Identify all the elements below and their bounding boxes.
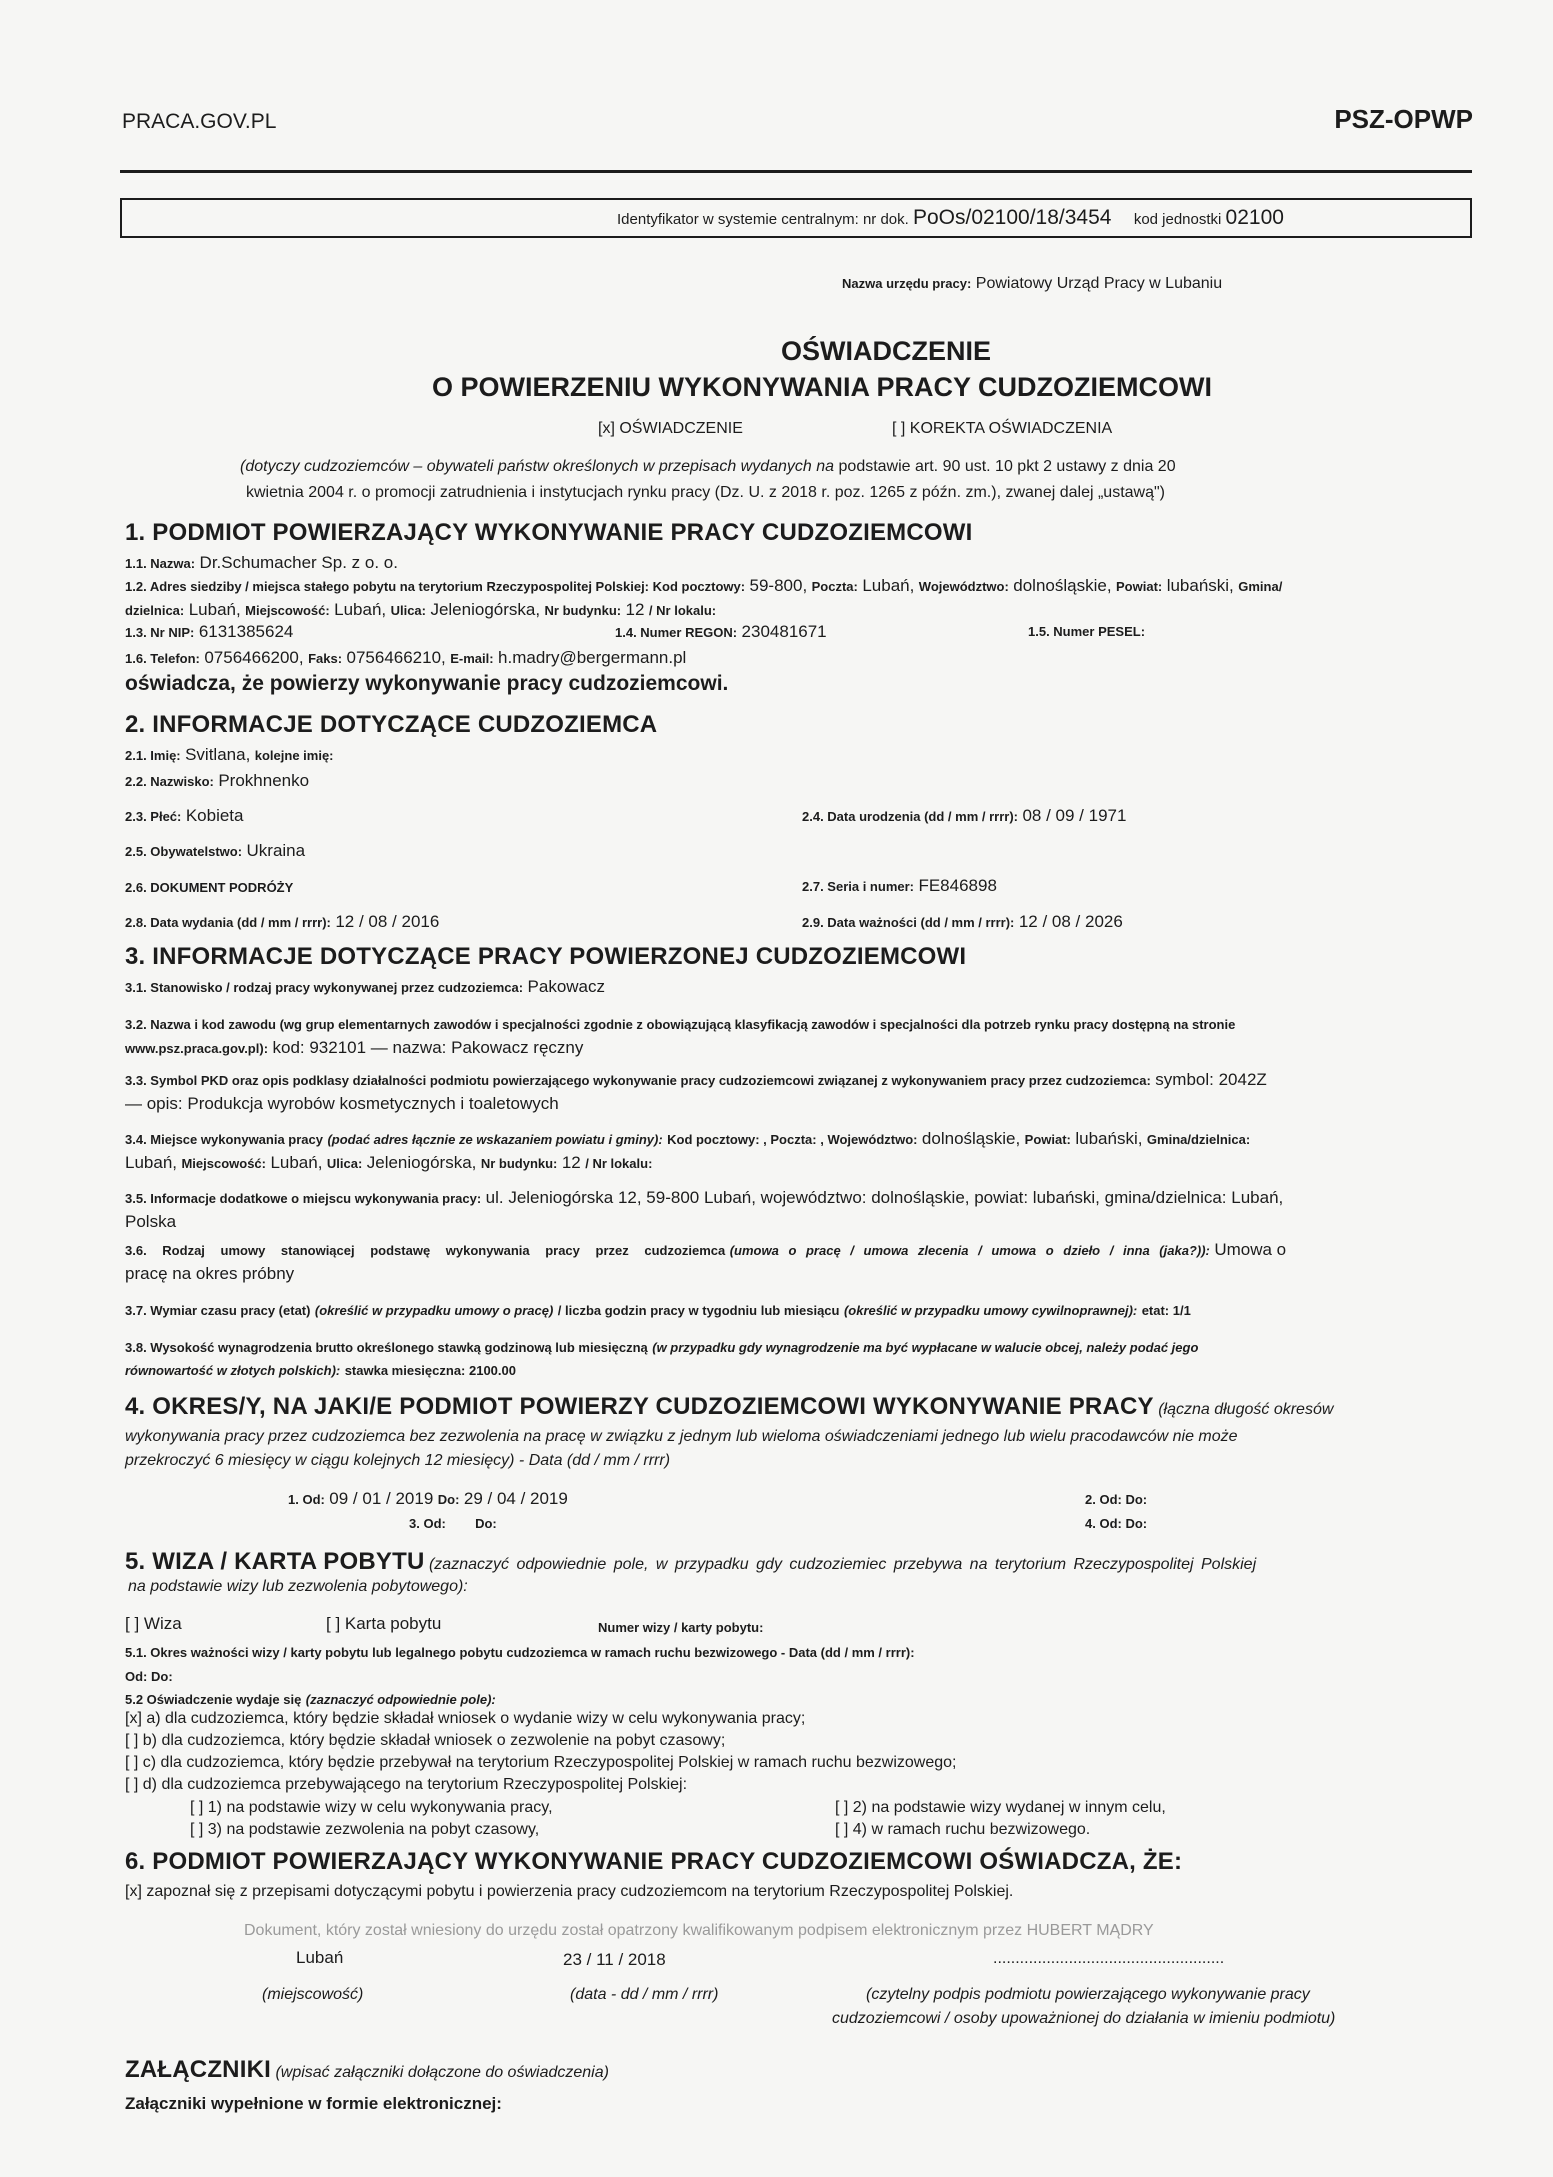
label: 2. Od: — [1085, 1492, 1122, 1507]
label: równowartość w złotych polskich): — [125, 1363, 341, 1378]
s2-expiry-date — [802, 912, 1123, 932]
label: Nr budynku: — [544, 603, 622, 618]
s5-option-d4: [ ] 4) w ramach ruchu bezwizowego. — [835, 1821, 1091, 1838]
label: Miejscowość: — [181, 1156, 266, 1171]
s5-option-b: [ ] b) dla cudzoziemca, który będzie składał wniosek o zezwolenie na pobyt czasowy; — [125, 1732, 726, 1749]
s3-extra-info — [125, 1188, 1283, 1208]
value: dolnośląskie, — [1013, 576, 1112, 595]
value: Lubań, — [334, 600, 387, 619]
form-code: PSZ-OPWP — [1334, 104, 1473, 134]
value: stawka miesięczna: 2100.00 — [344, 1363, 516, 1378]
label: 3.6. Rodzaj umowy stanowiącej podstawę wykonywania pracy przez cudzoziemca — [125, 1243, 726, 1258]
title-note-line2: kwietnia 2004 r. o promocji zatrudnienia i instytucjach rynku pracy (Dz. U. z 2018 r. poz. 1265 z późn. zm.), zwanej dalej „ustawą") — [246, 484, 1165, 501]
signature-dots: .................................................... — [993, 1950, 1225, 1967]
s3-pkd — [125, 1070, 1267, 1090]
label: Gmina/dzielnica: — [1146, 1132, 1251, 1147]
s3-code-label: 3.2. Nazwa i kod zawodu (wg grup elementarnych zawodów i specjalności zgodnie z obowiązującą klasyfikacją zawodów i specjalności dla potrzeb rynku pracy dostępną na stronie — [125, 1017, 1236, 1032]
s2-document-label: 2.6. DOKUMENT PODRÓŻY — [125, 880, 294, 895]
attachments-heading: ZAŁĄCZNIKI — [125, 2056, 271, 2083]
s5-option-d: [ ] d) dla cudzoziemca przebywającego na terytorium Rzeczypospolitej Polskiej: — [125, 1776, 688, 1793]
s3-salary-label — [125, 1339, 1198, 1357]
site-name: PRACA.GOV.PL — [122, 110, 277, 133]
section1-heading: 1. PODMIOT POWIERZAJĄCY WYKONYWANIE PRACY CUDZOZIEMCOWI — [125, 519, 973, 546]
label: Do: — [475, 1516, 497, 1531]
label: Powiat: — [1116, 579, 1163, 594]
s1-name-row — [125, 553, 398, 573]
value: Lubań, — [270, 1153, 323, 1172]
value: etat: 1/1 — [1141, 1303, 1191, 1318]
s4-period-2 — [1085, 1492, 1147, 1507]
value: lubański, — [1075, 1129, 1143, 1148]
value: Lubań, — [862, 576, 915, 595]
s5-note-2: na podstawie wizy lub zezwolenia pobytowego): — [128, 1578, 468, 1595]
value: Lubań, — [125, 1153, 177, 1172]
section4-heading-row — [125, 1393, 1333, 1421]
value: lubański, — [1166, 576, 1234, 595]
section5-heading: 5. WIZA / KARTA POBYTU — [125, 1548, 425, 1575]
s2-issue-date — [125, 912, 439, 932]
label: 1.6. Telefon: — [125, 651, 200, 666]
label: / Nr lokalu: — [648, 603, 717, 618]
value: 0756466210, — [346, 648, 446, 667]
s5-option-d3: [ ] 3) na podstawie zezwolenia na pobyt czasowy, — [190, 1821, 540, 1838]
s3-hours — [125, 1302, 1191, 1320]
office-label: Nazwa urzędu pracy: — [842, 276, 972, 291]
title-line2: O POWIERZENIU WYKONYWANIA PRACY CUDZOZIEMCOWI — [432, 372, 1212, 402]
label: Faks: — [308, 651, 343, 666]
label: (podać adres łącznie ze wskazaniem powiatu i gminy): — [327, 1132, 663, 1147]
s3-contract — [125, 1240, 1286, 1260]
label: 3.3. Symbol PKD oraz opis podklasy działalności podmiotu powierzającego wykonywanie pracy cudzoziemcowi związanej z wykonywaniem pracy przez cudzoziemca: — [125, 1073, 1151, 1088]
office-name: Powiatowy Urząd Pracy w Lubaniu — [975, 275, 1223, 292]
value: 0756466200, — [204, 648, 304, 667]
label: 2.4. Data urodzenia (dd / mm / rrrr): — [802, 809, 1018, 824]
label: 1.4. Numer REGON: — [615, 625, 738, 640]
value: Ukraina — [246, 841, 306, 860]
label: 3.7. Wymiar czasu pracy (etat) — [125, 1303, 311, 1318]
label: 1.1. Nazwa: — [125, 556, 196, 571]
s1-regon — [615, 622, 827, 642]
label: Do: — [437, 1492, 460, 1507]
value: ul. Jeleniogórska 12, 59-800 Lubań, województwo: dolnośląskie, powiat: lubański, gmina/dzielnica: Lubań, — [485, 1188, 1284, 1207]
date-caption: (data - dd / mm / rrrr) — [570, 1986, 719, 2003]
s1-nip — [125, 622, 293, 642]
s1-declares: oświadcza, że powierzy wykonywanie pracy cudzoziemcowi. — [125, 672, 729, 695]
section4-heading: 4. OKRES/Y, NA JAKI/E PODMIOT POWIERZY CUDZOZIEMCOWI WYKONYWANIE PRACY — [125, 1393, 1154, 1420]
s5-option-c: [ ] c) dla cudzoziemca, który będzie przebywał na terytorium Rzeczypospolitej Polskiej w ramach ruchu bezwizowego; — [125, 1754, 957, 1771]
s5-option-d2: [ ] 2) na podstawie wizy wydanej w innym celu, — [835, 1799, 1166, 1816]
attachments-heading-row — [125, 2056, 609, 2084]
label: 2.9. Data ważności (dd / mm / rrrr): — [802, 915, 1015, 930]
label: Ulica: — [390, 603, 426, 618]
s1-address-row2 — [125, 600, 716, 620]
value: Svitlana, — [185, 745, 251, 764]
s3-position — [125, 977, 605, 997]
header-rule — [120, 170, 1472, 173]
label: / Nr lokalu: — [585, 1156, 653, 1171]
s4-period-3 — [409, 1516, 497, 1531]
label: 5.2 Oświadczenie wydaje się — [125, 1692, 302, 1707]
s3-workplace-row2 — [125, 1153, 652, 1173]
value: symbol: 2042Z — [1155, 1070, 1267, 1089]
value: Lubań, — [188, 600, 241, 619]
s5-number-label: Numer wizy / karty pobytu: — [598, 1620, 764, 1635]
value: 6131385624 — [198, 622, 294, 641]
s2-series — [802, 876, 997, 896]
unit-code: 02100 — [1225, 206, 1284, 229]
label: 2.8. Data wydania (dd / mm / rrrr): — [125, 915, 331, 930]
s1-contact — [125, 648, 686, 668]
s3-workplace-row1 — [125, 1129, 1250, 1149]
label: 3.8. Wysokość wynagrodzenia brutto określonego stawką godzinową lub miesięczną — [125, 1340, 648, 1355]
label: (zaznaczyć odpowiednie pole): — [305, 1692, 496, 1707]
signature-caption-1: (czytelny podpis podmiotu powierzającego wykonywanie pracy — [866, 1986, 1310, 2003]
label: (określić w przypadku umowy cywilnoprawnej): — [843, 1303, 1138, 1318]
s4-period-1 — [288, 1489, 568, 1509]
place-caption: (miejscowość) — [262, 1986, 364, 2003]
attachments-electronic: Załączniki wypełnione w formie elektronicznej: — [125, 2094, 502, 2113]
value: Prokhnenko — [218, 771, 310, 790]
s2-dob — [802, 806, 1126, 826]
s2-surname — [125, 771, 309, 791]
section5-heading-row — [125, 1548, 1256, 1576]
value: kod: 932101 — nazwa: Pakowacz ręczny — [272, 1038, 584, 1057]
s3-salary — [125, 1362, 516, 1380]
label: Gmina/ — [1238, 579, 1283, 594]
label: 2.2. Nazwisko: — [125, 774, 214, 789]
label: Do: — [1125, 1516, 1148, 1531]
label: E-mail: — [450, 651, 494, 666]
office-line — [842, 275, 1222, 293]
title-line1: OŚWIADCZENIE — [781, 336, 992, 366]
section2-heading: 2. INFORMACJE DOTYCZĄCE CUDZOZIEMCA — [125, 711, 658, 738]
s3-extra-info-2: Polska — [125, 1212, 177, 1231]
note-rest: podstawie art. 90 ust. 10 pkt 2 ustawy z dnia 20 — [838, 458, 1176, 475]
section6-heading: 6. PODMIOT POWIERZAJĄCY WYKONYWANIE PRACY CUDZOZIEMCOWI OŚWIADCZA, ŻE: — [125, 1848, 1183, 1875]
option-correction: [ ] KOREKTA OŚWIADCZENIA — [892, 420, 1113, 437]
value: FE846898 — [918, 876, 997, 895]
label: kolejne imię: — [254, 748, 334, 763]
label: Do: — [1125, 1492, 1148, 1507]
s5-visa-checkbox: [ ] Wiza — [125, 1614, 182, 1633]
label: 2.1. Imię: — [125, 748, 181, 763]
label: dzielnica: — [125, 603, 185, 618]
label: 1. Od: — [288, 1492, 325, 1507]
label: 3.4. Miejsce wykonywania pracy — [125, 1132, 323, 1147]
date-value: 23 / 11 / 2018 — [563, 1950, 666, 1969]
option-declaration: [x] OŚWIADCZENIE — [598, 420, 743, 437]
s3-pkd-desc: — opis: Produkcja wyrobów kosmetycznych i toaletowych — [125, 1094, 559, 1113]
label: / liczba godzin pracy w tygodniu lub miesiącu — [557, 1303, 840, 1318]
label: 2.3. Płeć: — [125, 809, 182, 824]
doc-label: nr dok. — [862, 211, 909, 228]
s5-card-checkbox: [ ] Karta pobytu — [326, 1614, 442, 1633]
value: Dr.Schumacher Sp. z o. o. — [199, 553, 398, 572]
doc-number: PoOs/02100/18/3454 — [912, 206, 1112, 229]
s5-validity-dates: Od: Do: — [125, 1669, 173, 1684]
label: Województwo: — [918, 579, 1009, 594]
s5-issued-label — [125, 1691, 496, 1709]
value: Pakowacz — [527, 977, 606, 996]
s3-contract-2: pracę na okres próbny — [125, 1264, 295, 1283]
place-value: Lubań — [296, 1948, 344, 1967]
section3-heading: 3. INFORMACJE DOTYCZĄCE PRACY POWIERZONEJ CUDZOZIEMCOWI — [125, 943, 967, 970]
label: Powiat: — [1024, 1132, 1071, 1147]
value: 09 / 01 / 2019 — [329, 1489, 434, 1508]
value: 230481671 — [741, 622, 827, 641]
s1-pesel-label: 1.5. Numer PESEL: — [1028, 624, 1146, 639]
unit-label: kod jednostki — [1133, 211, 1222, 228]
label: (określić w przypadku umowy o pracę) — [314, 1303, 554, 1318]
s4-note-2: wykonywania pracy przez cudzoziemca bez zezwolenia na pracę w związku z jednym lub wieloma oświadczeniami jednego lub wielu pracodawców nie może — [125, 1428, 1238, 1445]
label: 3.5. Informacje dodatkowe o miejscu wykonywania pracy: — [125, 1191, 482, 1206]
label: Poczta: — [811, 579, 858, 594]
value: h.madry@bergermann.pl — [498, 648, 687, 667]
value: 29 / 04 / 2019 — [463, 1489, 568, 1508]
identifier-line — [617, 206, 1284, 230]
label: (w przypadku gdy wynagrodzenie ma być wypłacane w walucie obcej, należy podać jego — [652, 1340, 1199, 1355]
label: 1.2. Adres siedziby / miejsca stałego pobytu na terytorium Rzeczypospolitej Polskiej: Kod pocztowy: — [125, 579, 746, 594]
value: Umowa o — [1214, 1240, 1287, 1259]
value: 08 / 09 / 1971 — [1022, 806, 1127, 825]
s5-option-a: [x] a) dla cudzoziemca, który będzie składał wniosek o wydanie wizy w celu wykonywania pracy; — [125, 1710, 806, 1727]
label: 4. Od: — [1085, 1516, 1122, 1531]
label: 2.7. Seria i numer: — [802, 879, 914, 894]
label: 1.3. Nr NIP: — [125, 625, 195, 640]
value: Kobieta — [185, 806, 244, 825]
label: 3.1. Stanowisko / rodzaj pracy wykonywanej przez cudzoziemca: — [125, 980, 524, 995]
value: Jeleniogórska, — [430, 600, 541, 619]
value: 59-800, — [749, 576, 808, 595]
id-label: Identyfikator w systemie centralnym: — [617, 211, 859, 228]
attachments-note: (wpisać załączniki dołączone do oświadczenia) — [275, 2064, 609, 2081]
note-italic: (dotyczy cudzoziemców – obywateli państw określonych w przepisach wydanych na — [240, 458, 835, 475]
value: 12 — [561, 1153, 581, 1172]
label: 3. Od: — [409, 1516, 446, 1531]
label: Miejscowość: — [245, 603, 330, 618]
s2-name — [125, 745, 334, 765]
s4-note-3: przekroczyć 6 miesięcy w ciągu kolejnych 12 miesięcy) - Data (dd / mm / rrrr) — [125, 1452, 671, 1469]
value: Jeleniogórska, — [366, 1153, 477, 1172]
s2-sex — [125, 806, 244, 826]
s2-citizenship — [125, 841, 305, 861]
value: 12 — [625, 600, 645, 619]
label: www.psz.praca.gov.pl): — [125, 1041, 269, 1056]
e-signature-note: Dokument, który został wniesiony do urzędu został opatrzony kwalifikowanym podpisem elektronicznym przez HUBERT MĄDRY — [244, 1922, 1154, 1939]
s4-note: (łączna długość okresów — [1158, 1401, 1334, 1418]
signature-caption-2: cudzoziemcowi / osoby upoważnionej do działania w imieniu podmiotu) — [832, 2010, 1336, 2027]
title-note-line1 — [240, 458, 1176, 476]
label: (umowa o pracę / umowa zlecenia / umowa o dzieło / inna (jaka?)): — [729, 1243, 1210, 1258]
label: Nr budynku: — [480, 1156, 558, 1171]
s4-period-4 — [1085, 1516, 1147, 1531]
s6-statement: [x] zapoznał się z przepisami dotyczącymi pobytu i powierzenia pracy cudzoziemcom na terytorium Rzeczypospolitej Polskiej. — [125, 1883, 1014, 1900]
s1-address-row1 — [125, 576, 1282, 596]
label: 2.5. Obywatelstwo: — [125, 844, 243, 859]
s3-code — [125, 1038, 583, 1058]
s5-option-d1: [ ] 1) na podstawie wizy w celu wykonywania pracy, — [190, 1799, 553, 1816]
s5-validity-label: 5.1. Okres ważności wizy / karty pobytu lub legalnego pobytu cudzoziemca w ramach ruchu bezwizowego - Data (dd / mm / rrrr): — [125, 1645, 915, 1660]
label: Ulica: — [326, 1156, 363, 1171]
value: 12 / 08 / 2016 — [335, 912, 440, 931]
s5-note: (zaznaczyć odpowiednie pole, w przypadku gdy cudzoziemiec przebywa na terytorium Rzeczypospolitej Polskiej — [428, 1556, 1257, 1573]
label: Kod pocztowy: , Poczta: , Województwo: — [667, 1132, 918, 1147]
value: 12 / 08 / 2026 — [1018, 912, 1123, 931]
value: dolnośląskie, — [921, 1129, 1021, 1148]
